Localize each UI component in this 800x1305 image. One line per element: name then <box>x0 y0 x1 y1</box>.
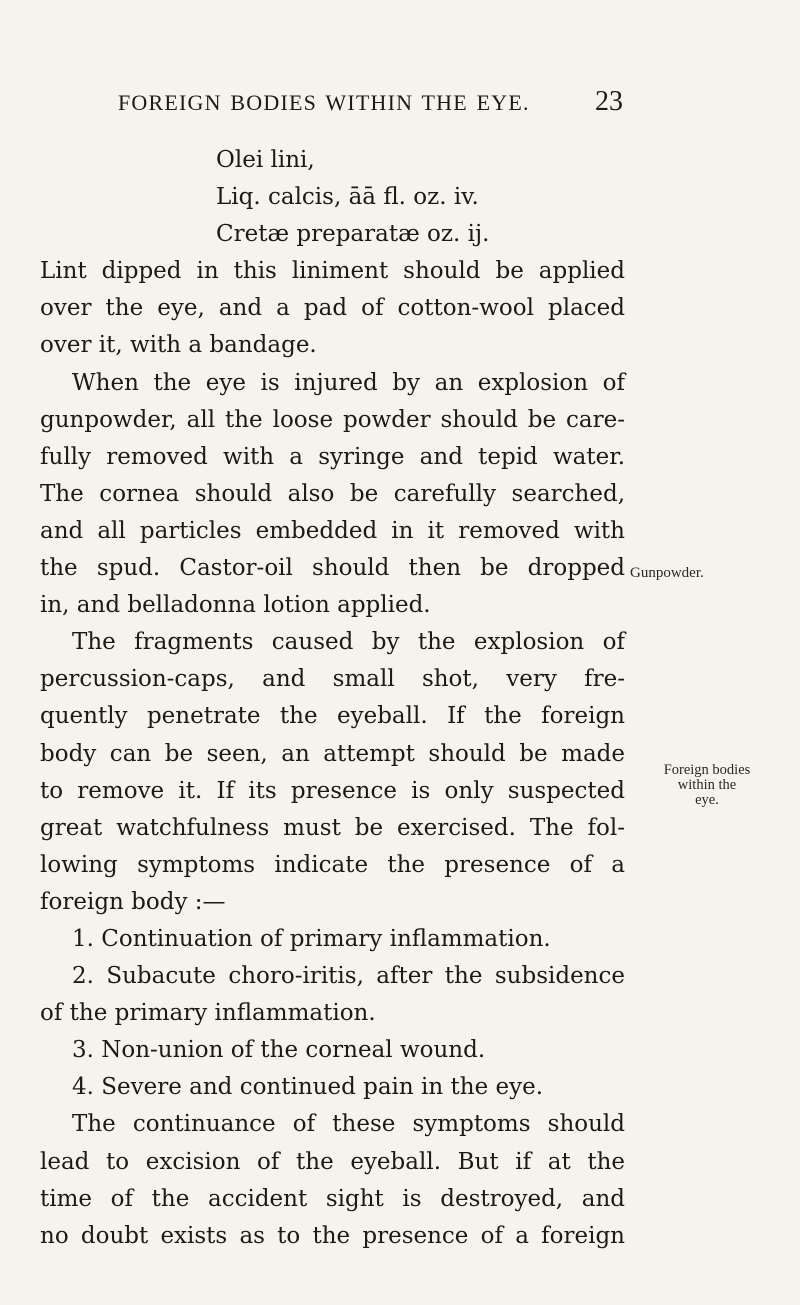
list-item: 1. Continuation of primary inflammation. <box>72 925 551 952</box>
paragraph-line: The fragments caused by the explosion of <box>72 629 625 656</box>
paragraph-line: over the eye, and a pad of cotton-wool placed <box>40 295 625 322</box>
paragraph-line: the spud. Castor-oil should then be dropped <box>40 555 625 582</box>
list-item: 2. Subacute choro-iritis, after the subsidence <box>72 963 625 990</box>
list-item: 4. Severe and continued pain in the eye. <box>72 1074 544 1101</box>
paragraph-line: quently penetrate the eyeball. If the foreign <box>40 703 625 730</box>
paragraph-line: When the eye is injured by an explosion of <box>72 369 625 396</box>
paragraph-line: body can be seen, an attempt should be made <box>40 740 625 767</box>
body-text <box>40 142 625 1255</box>
margin-note-line: within the <box>677 777 737 793</box>
margin-note-line: Foreign bodies <box>663 762 751 778</box>
paragraph-line: and all particles embedded in it removed with <box>40 517 625 544</box>
paragraph-line: lead to excision of the eyeball. But if at the <box>40 1148 625 1175</box>
paragraph-line: no doubt exists as to the presence of a foreign <box>40 1222 625 1249</box>
paragraph-line: gunpowder, all the loose powder should be care- <box>40 406 625 433</box>
paragraph-line: in, and belladonna lotion applied. <box>40 592 431 619</box>
list-item-continuation: of the primary inflammation. <box>40 1000 376 1027</box>
margin-note-foreign-bodies <box>628 763 786 808</box>
list-item: 3. Non-union of the corneal wound. <box>72 1037 486 1064</box>
prescription-line: Cretæ preparatæ oz. ij. <box>216 221 490 248</box>
paragraph-line: fully removed with a syringe and tepid water. <box>40 443 625 470</box>
running-head: FOREIGN BODIES WITHIN THE EYE. <box>118 90 530 115</box>
paragraph-line: lowing symptoms indicate the presence of a <box>40 851 625 878</box>
paragraph-line: foreign body :— <box>40 888 226 915</box>
margin-note-gunpowder: Gunpowder. <box>630 565 704 581</box>
paragraph-line: great watchfulness must be exercised. The fol- <box>40 814 625 841</box>
paragraph-line: to remove it. If its presence is only suspected <box>40 777 625 804</box>
paragraph-line: over it, with a bandage. <box>40 332 317 359</box>
prescription-line: Olei lini, <box>216 147 315 173</box>
page-number: 23 <box>595 86 623 117</box>
prescription-line: Liq. calcis, āā fl. oz. iv. <box>216 184 479 211</box>
paragraph-line: time of the accident sight is destroyed, and <box>40 1185 625 1212</box>
paragraph-line: percussion-caps, and small shot, very fre- <box>40 666 625 693</box>
paragraph-line: The continuance of these symptoms should <box>72 1111 625 1138</box>
page-header <box>118 86 623 120</box>
paragraph-line: The cornea should also be carefully searched, <box>40 480 625 507</box>
paragraph-line: Lint dipped in this liniment should be applied <box>40 258 625 285</box>
margin-note-line: eye. <box>695 792 719 808</box>
